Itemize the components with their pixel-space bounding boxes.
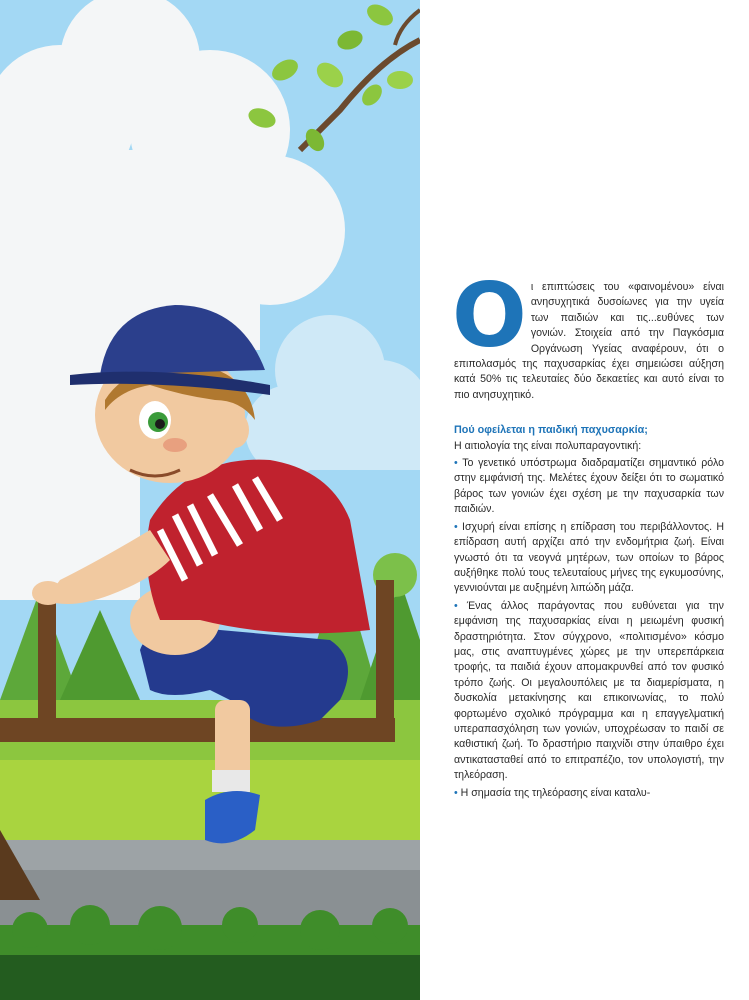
bullet-text: Η σημασία της τηλεόρασης είναι καταλυ-: [460, 786, 651, 799]
section-heading: Πού οφείλεται η παιδική παχυσαρκία;: [454, 424, 648, 437]
bullet-activity: [454, 599, 724, 784]
article-column: [452, 264, 725, 803]
bullet-television: [454, 786, 724, 801]
bullet-genetic: [454, 456, 724, 518]
bullet-marker: •: [454, 786, 458, 799]
bullet-text: Το γενετικό υπόστρωμα διαδραματίζει σημαντικό ρόλο στην εμφάνισή της. Μελέτες έχουν δείξει ότι το σωματικό βάρος των γονιών έχει σχέση με την παχυσαρκία των παιδιών.: [454, 457, 724, 516]
bullet-text: Ένας άλλος παράγοντας που ευθύνεται για την εμφάνιση της παχυσαρκίας είναι η μειωμένη φυσική δραστηριότητα. Στον σύγχρονο, «πολιτισμένο» κόσμο μας, στις αναπτυγμένες χώρες με την υπερεπάρκεια τροφής, τα παιδιά έχουν απομακρυνθεί από τον φυσικό τρόπο ζωής. Οι μεγαλουπόλεις με τα διαμερίσματα, η δυσκολία μετακίνησης και επικοινωνίας, το πολύ φορτωμένο σχολικό πρόγραμμα και η επαγγελματική υπεραπασχόληση των γονιών, υποχρέωσαν το παιδί σε καθιστική ζωή. Το δραστήριο παιχνίδι στην ύπαιθρο έχει αντικατασταθεί από το επιτραπέζιο, τον υπολογιστή, την τηλεόραση.: [454, 599, 724, 782]
drop-cap: Ο: [452, 264, 527, 367]
bullet-marker: •: [454, 520, 458, 533]
intro-paragraph: [452, 264, 724, 403]
intro-text: ι επιπτώσεις του «φαινομένου» είναι ανησυχητικά δυσοίωνες για την υγεία των παιδιών και τις...ευθύνες των γονιών. Στοιχεία από την Παγκόσμια Οργάνωση Υγείας αναφέρουν, ότι ο επιπολασμός της παχυσαρκίας έχει σημειώσει αύξηση κατά 50% τις τελευταίες δύο δεκαετίες και αυτό είναι το πιο ανησυχητικό.: [454, 281, 724, 401]
bullet-marker: •: [454, 457, 458, 470]
bullet-marker: •: [454, 599, 458, 612]
bullet-text: Ισχυρή είναι επίσης η επίδραση του περιβάλλοντος. Η επίδραση αυτή αρχίζει από την ενδομήτρια ζωή. Είναι γνωστό ότι τα νεογνά μητέρων, των οποίων το βάρος αυξήθηκε πολύ τους τελευταίους μήνες της εγκυμοσύνης, γεννιούνται με αυξημένη λιπώδη μάζα.: [454, 520, 725, 595]
bullet-environment: [454, 520, 724, 597]
lead-text: Η αιτιολογία της είναι πολυπαραγοντική:: [454, 439, 642, 452]
